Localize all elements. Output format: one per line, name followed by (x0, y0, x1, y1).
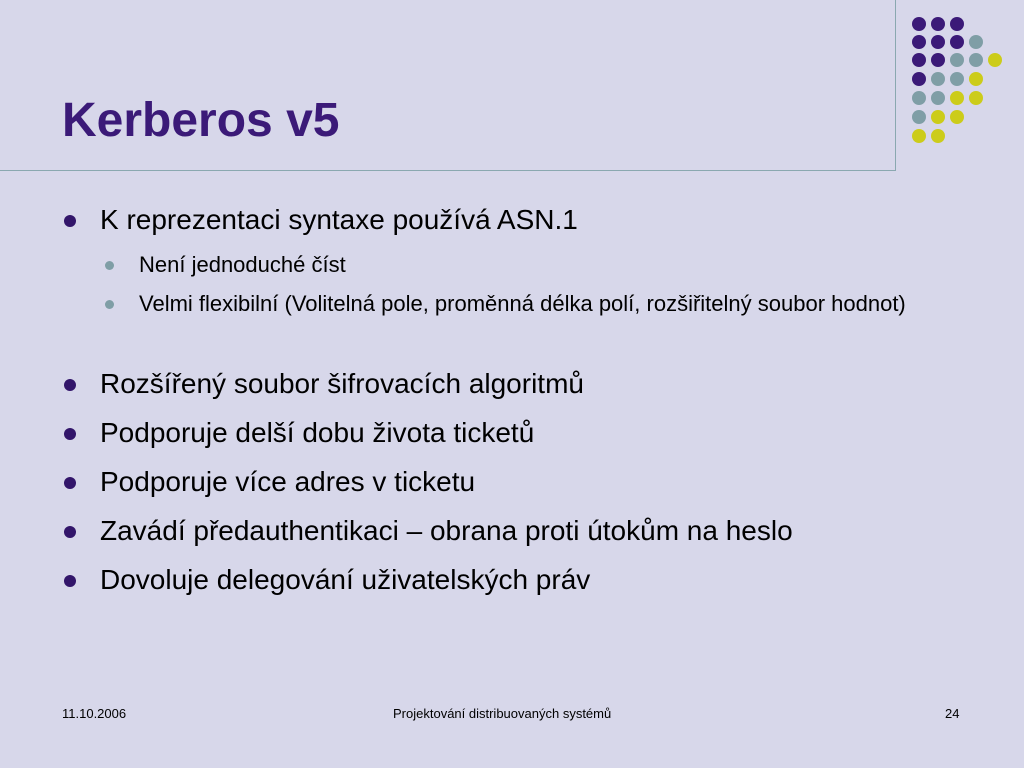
decor-dot (950, 53, 964, 67)
sub-bullet-item (139, 248, 939, 282)
sub-bullet-text: Není jednoduché číst (139, 252, 346, 277)
bullet-item (100, 203, 578, 237)
bullet-dot-icon (64, 575, 76, 587)
bullet-dot-icon (64, 215, 76, 227)
title-divider-vertical (895, 0, 896, 171)
decor-dot (969, 91, 983, 105)
decor-dot (912, 53, 926, 67)
decor-dot (931, 35, 945, 49)
decor-dot (969, 53, 983, 67)
footer-date: 11.10.2006 (62, 706, 127, 721)
decor-dot (931, 17, 945, 31)
decor-dot (950, 35, 964, 49)
decor-dot (950, 17, 964, 31)
bullet-item (100, 367, 584, 401)
decor-dot (931, 110, 945, 124)
sub-bullet-text: Velmi flexibilní (Volitelná pole, proměnná délka polí, rozšiřitelný soubor hodnot) (139, 291, 906, 316)
decor-dot (912, 110, 926, 124)
decor-dot (950, 110, 964, 124)
bullet-dot-icon (64, 428, 76, 440)
decor-dot (912, 129, 926, 143)
decor-dot (969, 35, 983, 49)
footer-page-number: 24 (945, 706, 960, 721)
bullet-text: Dovoluje delegování uživatelských práv (100, 564, 591, 595)
bullet-item (100, 465, 475, 499)
decor-dot (931, 72, 945, 86)
decor-dot (950, 91, 964, 105)
bullet-text: Zavádí předauthentikaci – obrana proti útokům na heslo (100, 515, 793, 546)
title-divider-horizontal (0, 170, 896, 171)
decor-dot (969, 72, 983, 86)
decor-dot (912, 17, 926, 31)
decor-dot (912, 35, 926, 49)
bullet-text: Podporuje delší dobu života ticketů (100, 417, 535, 448)
sub-bullet-dot-icon (105, 300, 114, 309)
decor-dot (931, 129, 945, 143)
bullet-dot-icon (64, 526, 76, 538)
decor-dot (950, 72, 964, 86)
sub-bullet-dot-icon (105, 261, 114, 270)
sub-bullet-item (139, 287, 939, 321)
bullet-text: Podporuje více adres v ticketu (100, 466, 476, 497)
bullet-text: K reprezentaci syntaxe používá ASN.1 (100, 204, 578, 235)
footer-course-title: Projektování distribuovaných systémů (393, 706, 612, 721)
decor-dot (912, 72, 926, 86)
decor-dot (931, 53, 945, 67)
decor-dot (912, 91, 926, 105)
bullet-dot-icon (64, 379, 76, 391)
decor-dot (931, 91, 945, 105)
decor-dot (988, 53, 1002, 67)
bullet-item (100, 563, 590, 597)
bullet-text: Rozšířený soubor šifrovacích algoritmů (100, 368, 584, 399)
slide-title: Kerberos v5 (62, 94, 340, 147)
bullet-dot-icon (64, 477, 76, 489)
bullet-item (100, 416, 534, 450)
bullet-item (100, 514, 793, 548)
